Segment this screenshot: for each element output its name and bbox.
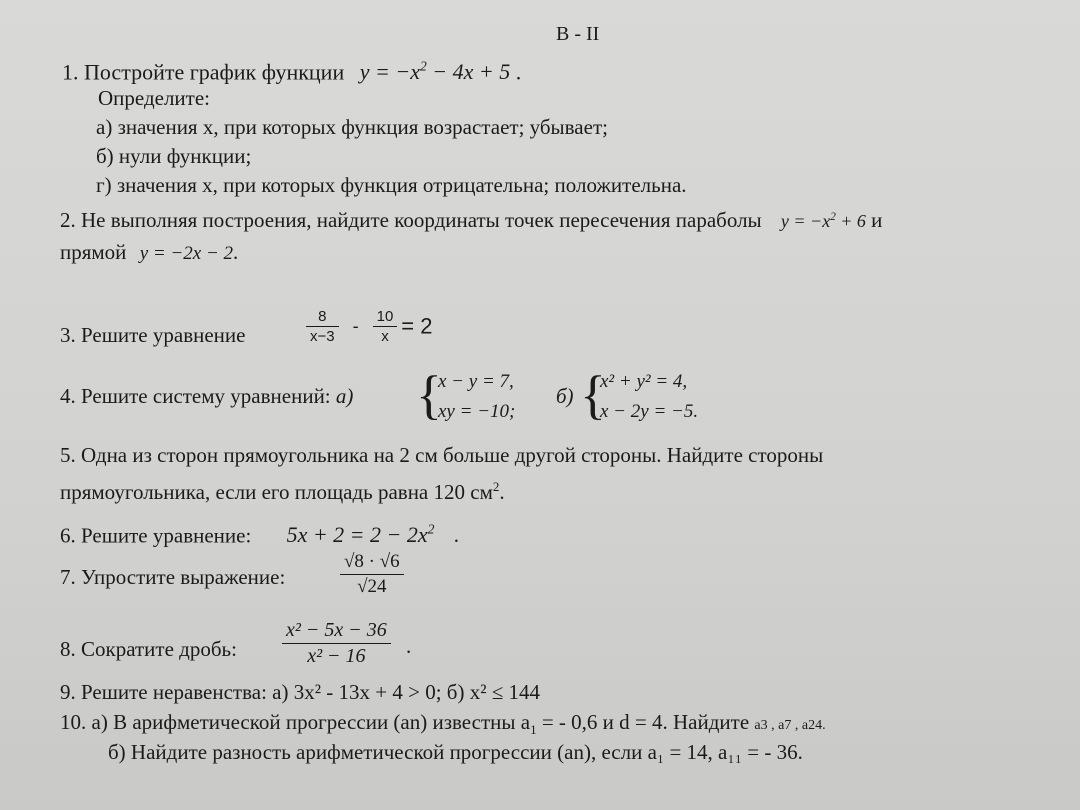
task-5-line-1: 5. Одна из сторон прямоугольника на 2 см больше другой стороны. Найдите стороны xyxy=(60,443,824,467)
system-b-eq-1: x² + y² = 4, xyxy=(600,371,688,392)
task-1-title: 1. Постройте график функции $y = -x^2 - 4x + 5$ . xyxy=(62,59,522,85)
task-10-line-2: б) Найдите разность арифметической прогрессии (an), если a₁ = 14, a₁₁ = - 36. xyxy=(108,740,803,764)
task-5-line-2: прямоугольника, если его площадь равна 120 $см^2$. xyxy=(60,479,505,504)
task-3-equation: $\frac{8}{x-3}$ - $\frac{10}{x}$ = 2 xyxy=(306,308,433,345)
system-b-eq-2: x − 2y = −5. xyxy=(600,401,699,422)
task-4-label: 4. Решите систему уравнений: а) xyxy=(60,384,354,408)
system-b-brace: { xyxy=(580,365,606,425)
system-a-eq-1: x − y = 7, xyxy=(438,371,514,392)
task-4-b-label: б) xyxy=(556,384,574,408)
task-8-label: 8. Сократите дробь: xyxy=(60,637,237,661)
task-1-item-b: б) нули функции; xyxy=(96,144,252,168)
task-7-label: 7. Упростите выражение: xyxy=(60,565,286,589)
task-1-item-c: г) значения x, при которых функция отрицательна; положительна. xyxy=(96,173,687,197)
fraction-1: $\frac{8}{x-3}$ xyxy=(306,308,339,345)
task-1-determine: Определите: xyxy=(98,86,211,110)
task-1-formula: $y = -x^2 - 4x + 5$ xyxy=(359,59,511,85)
task-10-line-1: 10. а) В арифметической прогрессии (an) известны $a_1$ = - 0,6 и d = 4. Найдите a3 , a7 , a24. xyxy=(60,710,826,738)
task-8-dot: . xyxy=(406,634,412,658)
task-6: 6. Решите уравнение: $5x + 2 = 2 - 2x^2$ . xyxy=(60,522,459,548)
task-2-line-2: прямой y = −2x − 2. xyxy=(60,240,239,264)
task-7-fraction: √8 · √6 √24 xyxy=(340,551,404,598)
task-1-item-a: а) значения x, при которых функция возрастает; убывает; xyxy=(96,115,608,139)
task-9: 9. Решите неравенства: а) 3x² - 13x + 4 > 0; б) x² ≤ 144 xyxy=(60,680,541,704)
system-a-eq-2: xy = −10; xyxy=(438,401,516,422)
task-3-label: 3. Решите уравнение xyxy=(60,323,246,347)
fraction-2: $\frac{10}{x}$ xyxy=(373,308,398,345)
task-2-line-1: 2. Не выполняя построения, найдите координаты точек пересечения параболы $y = -x^2 + 6$ и xyxy=(60,208,883,232)
variant-header: В - II xyxy=(556,23,600,45)
system-a-brace: { xyxy=(416,365,442,425)
task-8-fraction: x² − 5x − 36 x² − 16 xyxy=(282,619,391,668)
task-1-label: 1. Постройте график функции xyxy=(62,59,345,85)
